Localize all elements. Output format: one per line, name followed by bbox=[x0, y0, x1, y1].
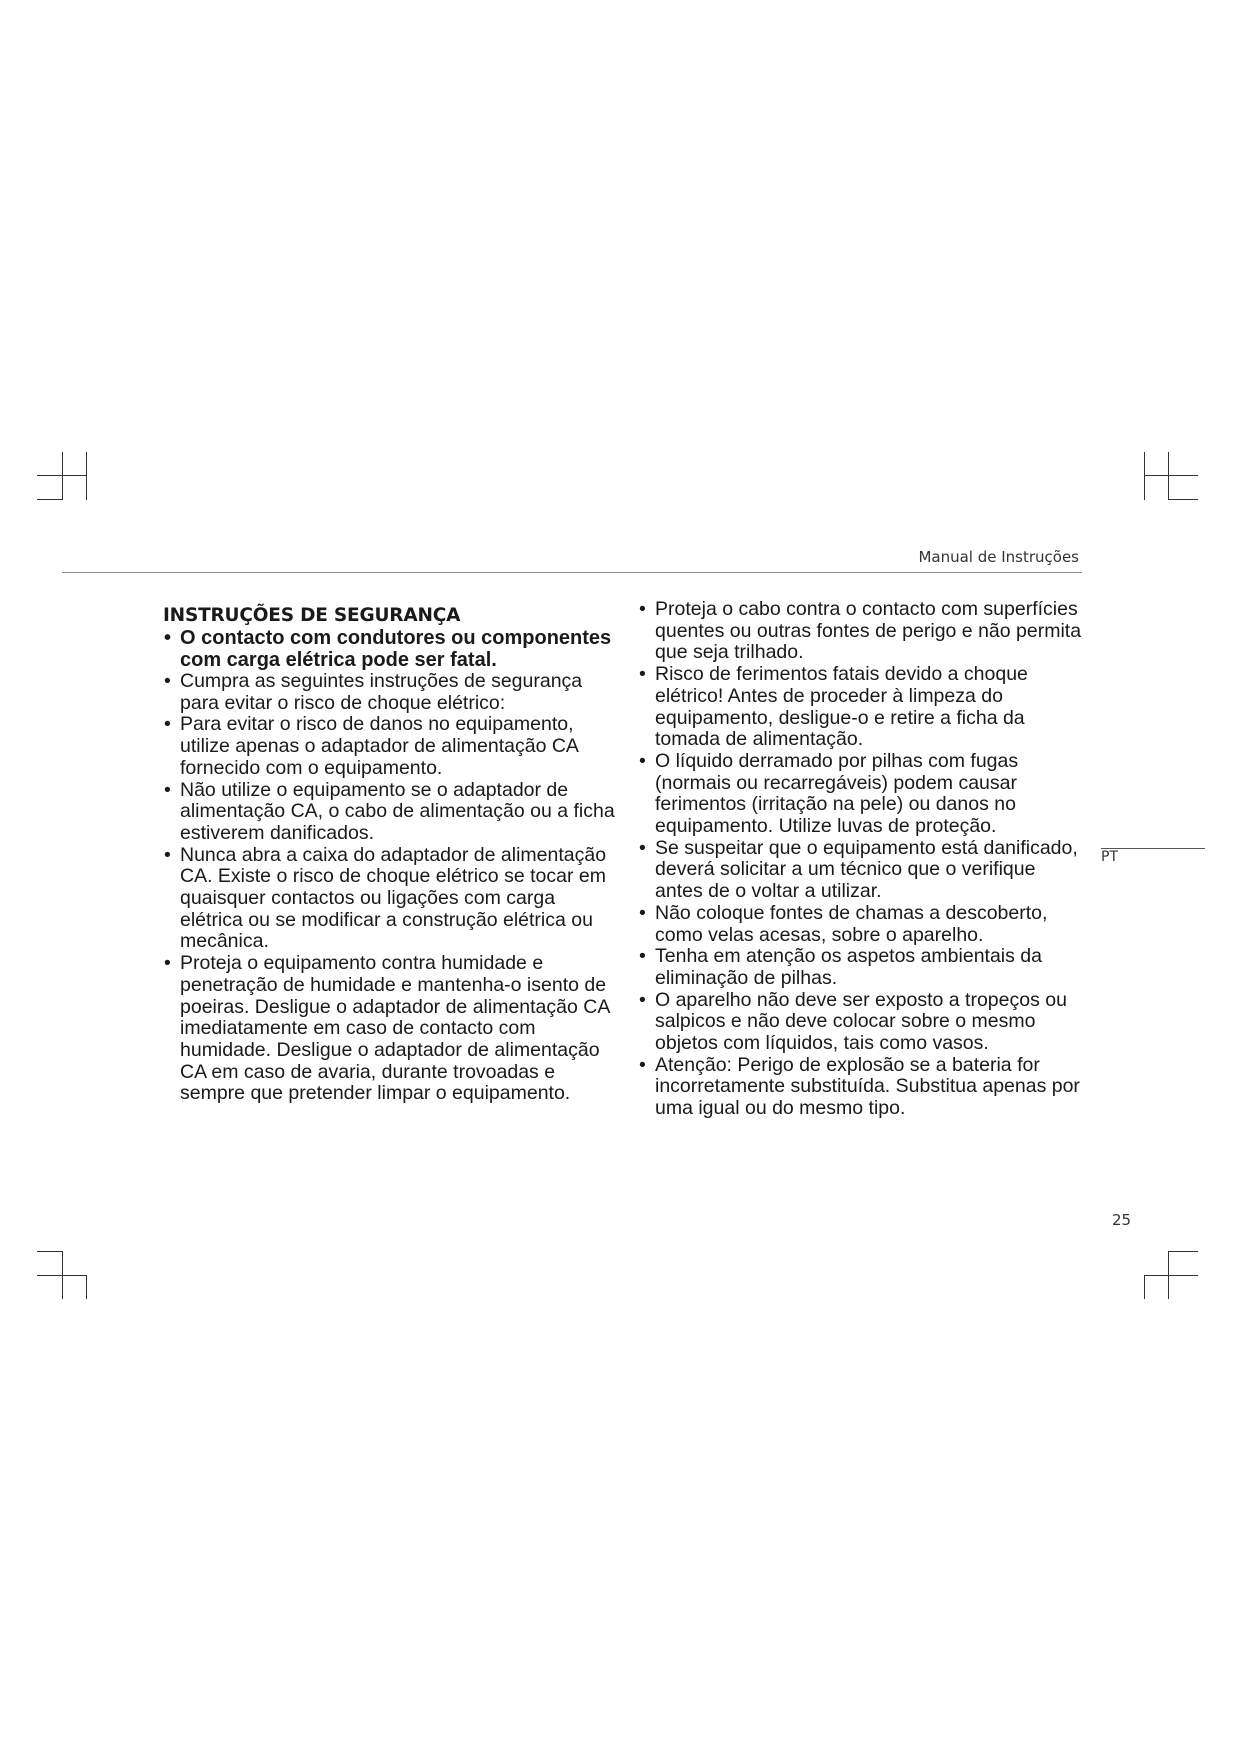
crop-mark-top-right bbox=[1144, 452, 1145, 500]
crop-mark-top-right bbox=[1168, 452, 1169, 500]
list-item: • Risco de ferimentos fatais devido a choque elétrico! Antes de proceder à limpeza do equipamento, desligue-o e retire a ficha da tomada de alimentação. bbox=[638, 664, 1088, 751]
list-item: • Se suspeitar que o equipamento está danificado, deverá solicitar a um técnico que o verifique antes de o voltar a utilizar. bbox=[638, 838, 1088, 903]
crop-mark-bottom-right bbox=[1144, 1275, 1198, 1276]
crop-mark-top-left bbox=[62, 452, 63, 500]
left-column bbox=[163, 599, 623, 1105]
safety-list-left bbox=[163, 628, 623, 1105]
crop-mark-bottom-left bbox=[86, 1275, 87, 1299]
list-item: • Para evitar o risco de danos no equipamento, utilize apenas o adaptador de alimentação CA fornecido com o equipamento. bbox=[163, 714, 623, 779]
crop-mark-bottom-right bbox=[1168, 1251, 1198, 1252]
list-item: • Não coloque fontes de chamas a descoberto, como velas acesas, sobre o aparelho. bbox=[638, 903, 1088, 946]
crop-mark-bottom-right bbox=[1168, 1251, 1169, 1299]
right-column bbox=[638, 599, 1088, 1120]
list-item: • Nunca abra a caixa do adaptador de alimentação CA. Existe o risco de choque elétrico se tocar em quaisquer contactos ou ligações com carga elétrica ou se modificar a construção elétrica ou mecânica. bbox=[163, 845, 623, 954]
crop-mark-top-right bbox=[1168, 499, 1198, 500]
list-item: • Tenha em atenção os aspetos ambientais da eliminação de pilhas. bbox=[638, 946, 1088, 989]
list-item: • Proteja o equipamento contra humidade e penetração de humidade e mantenha-o isento de poeiras. Desligue o adaptador de alimentação CA imediatamente em caso de contacto com humidade. Desligue o adaptador de alimentação CA em caso de avaria, durante trovoadas e sempre que pretender limpar o equipamento. bbox=[163, 953, 623, 1105]
crop-mark-top-left bbox=[86, 452, 87, 500]
crop-mark-top-left bbox=[37, 475, 87, 476]
crop-mark-top-left bbox=[37, 499, 62, 500]
language-tab: PT bbox=[1101, 849, 1118, 865]
list-item: • O contacto com condutores ou componentes com carga elétrica pode ser fatal. bbox=[163, 628, 623, 671]
crop-mark-bottom-right bbox=[1144, 1275, 1145, 1299]
crop-mark-bottom-left bbox=[62, 1251, 63, 1299]
section-title: INSTRUÇÕES DE SEGURANÇA bbox=[163, 605, 461, 626]
page-number: 25 bbox=[1112, 1211, 1132, 1229]
safety-list-right bbox=[638, 599, 1088, 1120]
crop-mark-top-right bbox=[1144, 475, 1198, 476]
crop-mark-bottom-left bbox=[37, 1251, 62, 1252]
list-item: • Atenção: Perigo de explosão se a bateria for incorretamente substituída. Substitua apenas por uma igual ou do mesmo tipo. bbox=[638, 1055, 1088, 1120]
header-divider bbox=[62, 572, 1082, 573]
list-item: • Não utilize o equipamento se o adaptador de alimentação CA, o cabo de alimentação ou a ficha estiverem danificados. bbox=[163, 780, 623, 845]
list-item: • Proteja o cabo contra o contacto com superfícies quentes ou outras fontes de perigo e não permita que seja trilhado. bbox=[638, 599, 1088, 664]
manual-title: Manual de Instruções bbox=[918, 548, 1079, 566]
list-item: • O líquido derramado por pilhas com fugas (normais ou recarregáveis) podem causar ferimentos (irritação na pele) ou danos no equipamento. Utilize luvas de proteção. bbox=[638, 751, 1088, 838]
list-item: • Cumpra as seguintes instruções de segurança para evitar o risco de choque elétrico: bbox=[163, 671, 623, 714]
list-item: • O aparelho não deve ser exposto a tropeços ou salpicos e não deve colocar sobre o mesmo objetos com líquidos, tais como vasos. bbox=[638, 990, 1088, 1055]
